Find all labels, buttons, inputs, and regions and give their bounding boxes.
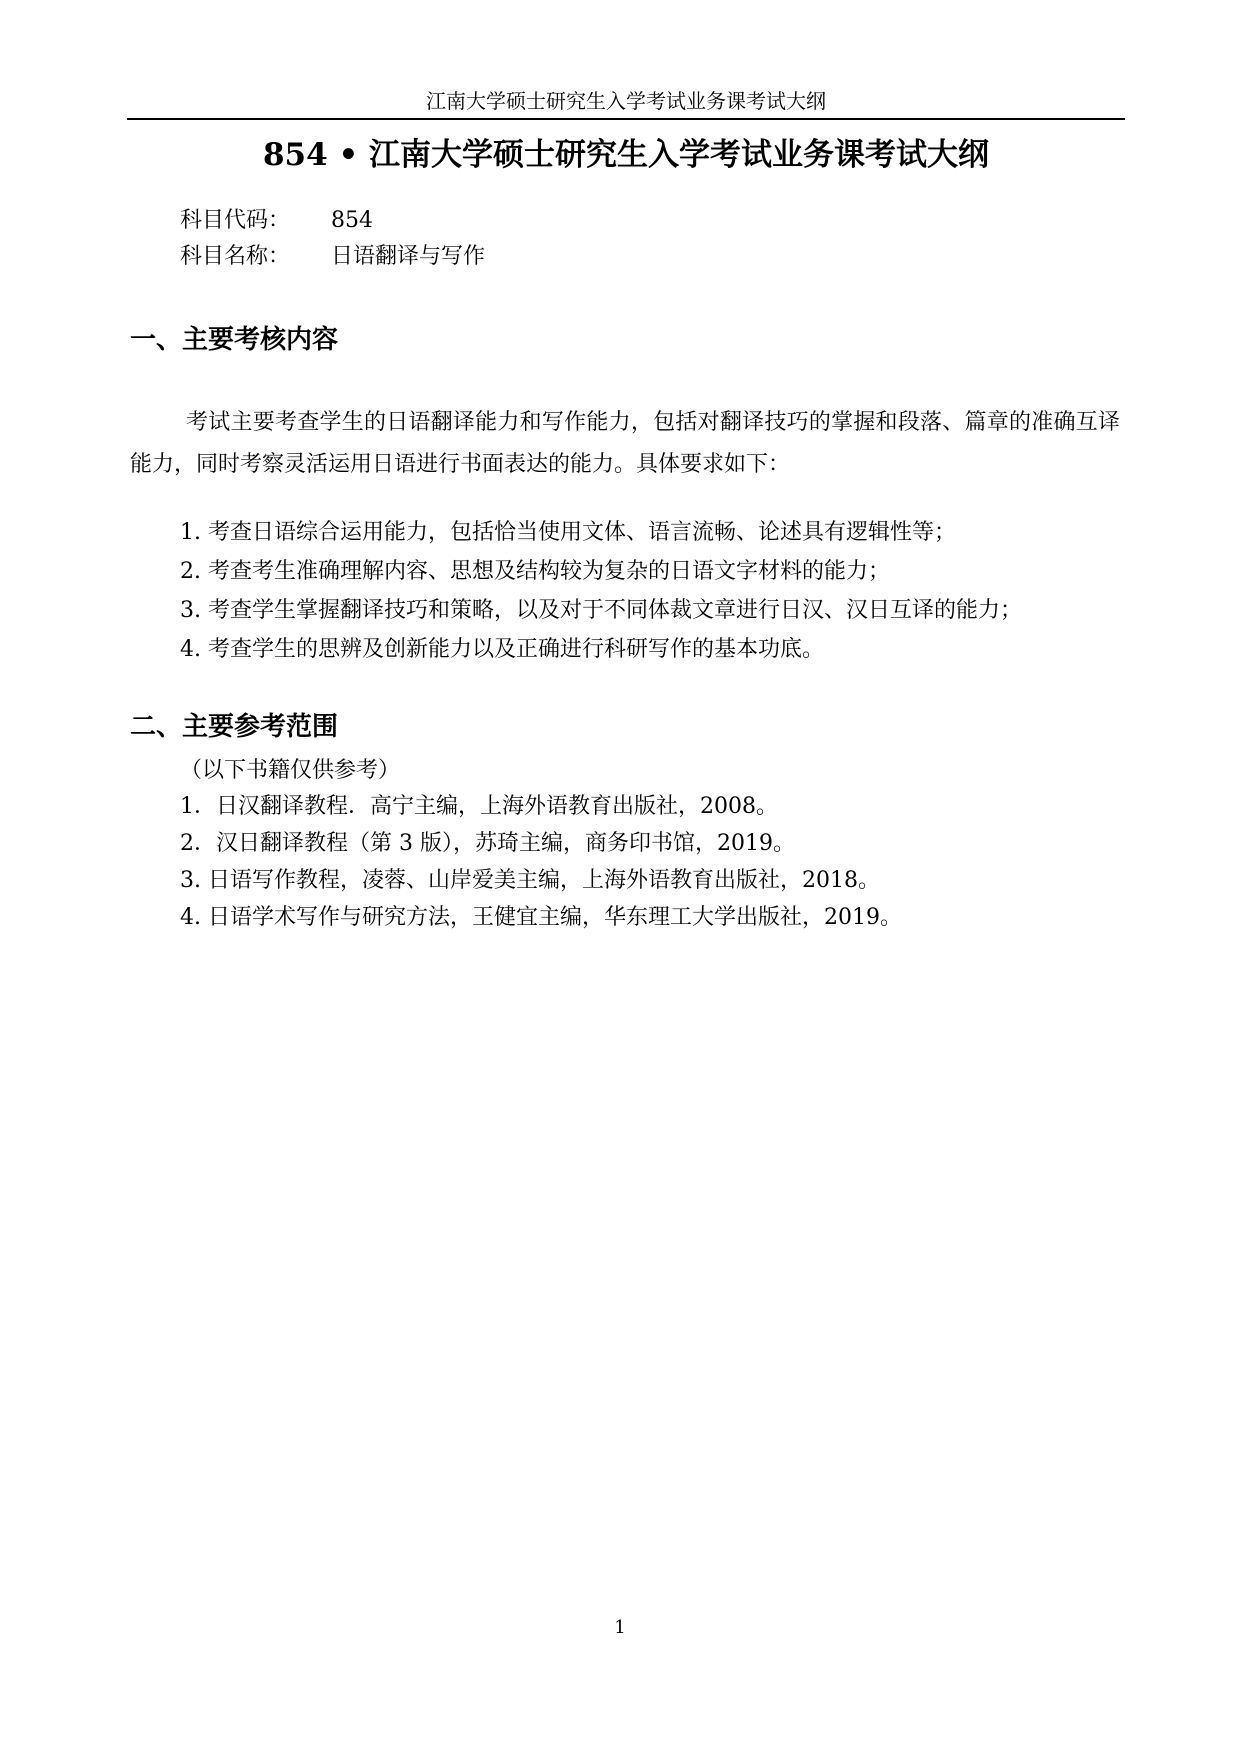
section1-item-4: 4. 考查学生的思辨及创新能力以及正确进行科研写作的基本功底。	[180, 637, 824, 662]
subject-name-label: 科目名称：	[180, 244, 291, 269]
document-title: 854 • 江南大学硕士研究生入学考试业务课考试大纲	[262, 137, 990, 173]
subject-name-value: 日语翻译与写作	[331, 244, 486, 269]
section1-item-1: 1. 考查日语综合运用能力，包括恰当使用文体、语言流畅、论述具有逻辑性等；	[180, 520, 956, 545]
page-number: 1	[614, 1617, 626, 1638]
section2-heading: 二、主要参考范围	[130, 712, 339, 742]
section1-item-3: 3. 考查学生掌握翻译技巧和策略，以及对于不同体裁文章进行日汉、汉日互译的能力；	[180, 598, 1022, 623]
section2-item-4: 4. 日语学术写作与研究方法，王健宜主编，华东理工大学出版社，2019。	[180, 905, 902, 930]
section1-paragraph: 考试主要考查学生的日语翻译能力和写作能力，包括对翻译技巧的掌握和段落、篇章的准确互译能力，同时考察灵活运用日语进行书面表达的能力。具体要求如下：	[130, 410, 1120, 477]
section1-heading: 一、主要考核内容	[130, 325, 339, 355]
section1-item-2: 2. 考查考生准确理解内容、思想及结构较为复杂的日语文字材料的能力；	[180, 559, 890, 584]
section2-item-2: 2．汉日翻译教程（第 3 版），苏琦主编，商务印书馆，2019。	[180, 831, 795, 856]
section2-item-1: 1．日汉翻译教程．高宁主编，上海外语教育出版社，2008。	[180, 794, 778, 819]
subject-code-value: 854	[331, 208, 373, 233]
subject-name-row	[180, 242, 485, 272]
running-header: 江南大学硕士研究生入学考试业务课考试大纲	[426, 89, 826, 113]
section2-note: （以下书籍仅供参考）	[180, 758, 401, 783]
subject-code-label: 科目代码：	[180, 208, 291, 233]
section2-item-3: 3. 日语写作教程，凌蓉、山岸爱美主编，上海外语教育出版社，2018。	[180, 868, 880, 893]
header-rule	[127, 118, 1125, 120]
subject-code-row	[180, 206, 373, 236]
